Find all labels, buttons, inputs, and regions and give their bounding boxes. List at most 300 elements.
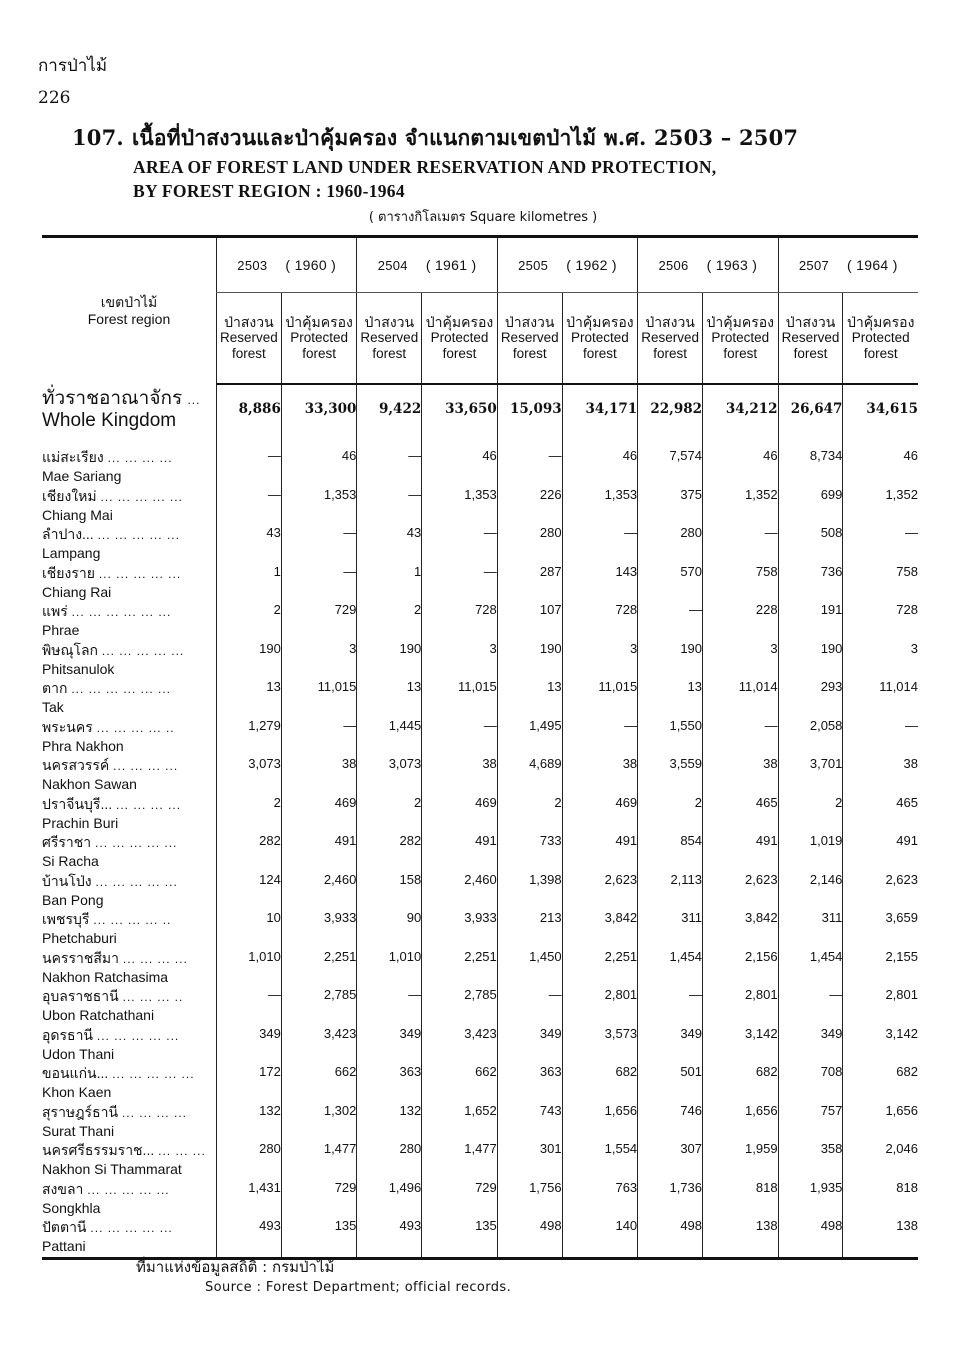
protected-value-cell: 3	[422, 641, 498, 680]
year-be: 2504	[377, 258, 408, 273]
table-row	[42, 564, 918, 603]
protected-value-cell: 465	[843, 795, 918, 834]
reserved-value-cell: 757	[778, 1103, 843, 1142]
table-row	[42, 910, 918, 949]
source-note-english: Source : Forest Department; official records.	[205, 1280, 512, 1295]
protected-value-cell: —	[422, 718, 498, 757]
protected-header-english: Protected	[290, 330, 349, 345]
reserved-value-cell: 1,550	[638, 718, 703, 757]
reserved-value-cell: 854	[638, 833, 703, 872]
reserved-header-english: Reserved	[220, 330, 278, 345]
region-name-thai	[42, 525, 216, 544]
header-row-years	[42, 237, 918, 293]
protected-value-cell: 2,251	[562, 949, 638, 988]
protected-value-cell: —	[281, 718, 357, 757]
reserved-value-cell: 1,010	[217, 949, 282, 988]
reserved-value-cell: 307	[638, 1141, 703, 1180]
reserved-value-cell: 287	[497, 564, 562, 603]
leader-dots: ... ... ... ..	[122, 990, 184, 1004]
region-cell	[42, 448, 217, 487]
protected-value-cell: 38	[843, 756, 918, 795]
protected-value-cell: 1,353	[562, 487, 638, 526]
reserved-value-cell: 570	[638, 564, 703, 603]
year-header	[497, 237, 637, 293]
reserved-value-cell: 280	[217, 1141, 282, 1180]
protected-header-english: Protected	[430, 330, 489, 345]
region-thai-text: ลำปาง...	[42, 526, 94, 542]
protected-value-cell: 763	[562, 1180, 638, 1219]
reserved-value-cell: 498	[638, 1218, 703, 1258]
region-name-thai	[42, 487, 216, 506]
protected-value-cell: 491	[843, 833, 918, 872]
reserved-value-cell: 358	[778, 1141, 843, 1180]
reserved-value-cell: 2	[357, 602, 422, 641]
reserved-value-cell: 2,058	[778, 718, 843, 757]
reserved-value-cell: 293	[778, 679, 843, 718]
protected-header-english: forest	[302, 346, 336, 361]
region-thai-text: นครราชสีมา	[42, 949, 119, 966]
reserved-forest-header	[778, 293, 843, 385]
protected-value-cell: 1,959	[703, 1141, 779, 1180]
region-thai-text: ตาก	[42, 680, 68, 696]
reserved-value-cell: 1,398	[497, 872, 562, 911]
region-thai-text: นครศรีธรรมราช...	[42, 1142, 155, 1158]
protected-header-english: Protected	[711, 330, 770, 345]
protected-value-cell: 728	[843, 602, 918, 641]
region-cell	[42, 756, 217, 795]
year-header	[357, 237, 497, 293]
protected-value-cell: 3,573	[562, 1026, 638, 1065]
region-name-english: Tak	[42, 699, 64, 715]
protected-value-cell: 1,652	[422, 1103, 498, 1142]
year-be: 2503	[237, 258, 268, 273]
reserved-value-cell: 107	[497, 602, 562, 641]
reserved-value-cell: —	[778, 987, 843, 1026]
table-row	[42, 602, 918, 641]
table-row	[42, 872, 918, 911]
protected-value-cell: 1,656	[703, 1103, 779, 1142]
protected-value-cell: 3	[843, 641, 918, 680]
reserved-value-cell: 1,935	[778, 1180, 843, 1219]
protected-value-cell: 11,015	[562, 679, 638, 718]
region-name-thai	[42, 1026, 216, 1045]
source-note-thai: ที่มาแห่งข้อมูลสถิติ : กรมป่าไม้	[136, 1258, 335, 1276]
protected-value-cell: 3,142	[703, 1026, 779, 1065]
reserved-value-cell: 2	[638, 795, 703, 834]
region-name-thai	[42, 1180, 216, 1199]
region-thai-text: แพร่	[42, 603, 68, 619]
region-name-english: Mae Sariang	[42, 468, 122, 484]
region-name-english: Phrae	[42, 622, 80, 638]
region-thai-text: ปัตตานี	[42, 1219, 87, 1235]
reserved-value-cell: 22,982	[638, 384, 703, 448]
protected-value-cell: 38	[562, 756, 638, 795]
reserved-value-cell: 1,736	[638, 1180, 703, 1219]
reserved-header-english: forest	[232, 346, 266, 361]
region-name-thai	[42, 390, 216, 409]
region-cell	[42, 679, 217, 718]
reserved-value-cell: 158	[357, 872, 422, 911]
protected-value-cell: 1,477	[422, 1141, 498, 1180]
region-cell	[42, 564, 217, 603]
protected-forest-header	[843, 293, 918, 385]
table-row	[42, 679, 918, 718]
reserved-value-cell: 90	[357, 910, 422, 949]
reserved-header-english: Reserved	[641, 330, 699, 345]
protected-header-english: Protected	[571, 330, 629, 345]
protected-value-cell: —	[703, 525, 779, 564]
protected-value-cell: —	[562, 718, 638, 757]
reserved-value-cell: 1,431	[217, 1180, 282, 1219]
region-cell	[42, 910, 217, 949]
protected-value-cell: 2,460	[281, 872, 357, 911]
table-row	[42, 1103, 918, 1142]
table-row	[42, 949, 918, 988]
region-name-english: Songkhla	[42, 1199, 101, 1216]
reserved-value-cell: 13	[217, 679, 282, 718]
table-row	[42, 833, 918, 872]
protected-value-cell: 1,477	[281, 1141, 357, 1180]
protected-value-cell: 1,353	[422, 487, 498, 526]
leader-dots: ... ... ... ...	[122, 951, 188, 966]
reserved-header-thai: ป่าสงวน	[224, 314, 274, 330]
reserved-value-cell: 349	[778, 1026, 843, 1065]
region-cell	[42, 525, 217, 564]
protected-value-cell: 3	[281, 641, 357, 680]
region-name-thai	[42, 949, 216, 968]
reserved-value-cell: 349	[497, 1026, 562, 1065]
protected-value-cell: 2,801	[703, 987, 779, 1026]
region-name-english: Pattani	[42, 1238, 86, 1254]
reserved-value-cell: 8,734	[778, 448, 843, 487]
reserved-header-thai: ป่าสงวน	[785, 314, 836, 330]
region-thai-text: แม่สะเรียง	[42, 449, 104, 465]
leader-dots: ... ... ... ... ...	[97, 528, 180, 542]
protected-value-cell: 228	[703, 602, 779, 641]
region-name-english: Nakhon Sawan	[42, 776, 137, 792]
protected-value-cell: 138	[703, 1218, 779, 1258]
protected-value-cell: 491	[281, 833, 357, 872]
leader-dots: ... ... ... ...	[113, 759, 179, 773]
protected-value-cell: 465	[703, 795, 779, 834]
reserved-value-cell: 132	[217, 1103, 282, 1142]
region-thai-text: ทั่วราชอาณาจักร	[42, 388, 183, 409]
leader-dots: ...	[187, 393, 201, 407]
region-name-thai	[42, 602, 216, 621]
leader-dots: ... ... ... ... ... ...	[71, 682, 172, 696]
protected-value-cell: 2,156	[703, 949, 779, 988]
leader-dots: ... ... ... ... ...	[87, 1182, 170, 1197]
region-header-thai: เขตป่าไม้	[100, 294, 158, 310]
table-row	[42, 1064, 918, 1103]
protected-header-english: forest	[442, 346, 477, 361]
protected-value-cell: 818	[843, 1180, 918, 1219]
reserved-value-cell: 1,445	[357, 718, 422, 757]
reserved-value-cell: —	[217, 987, 282, 1026]
region-name-thai	[42, 1064, 216, 1083]
table-row	[42, 1026, 918, 1065]
year-header	[217, 237, 357, 293]
protected-value-cell: —	[843, 718, 918, 757]
table-row	[42, 795, 918, 834]
reserved-value-cell: 26,647	[778, 384, 843, 448]
region-name-thai	[42, 795, 216, 814]
region-name-english: Udon Thani	[42, 1045, 115, 1062]
protected-value-cell: 46	[843, 448, 918, 487]
region-name-english: Nakhon Si Thammarat	[42, 1161, 182, 1177]
protected-value-cell: 758	[843, 564, 918, 603]
region-cell	[42, 1218, 217, 1258]
reserved-value-cell: 493	[357, 1218, 422, 1258]
region-name-english: Whole Kingdom	[42, 410, 177, 431]
reserved-value-cell: 172	[217, 1064, 282, 1103]
year-header	[638, 237, 778, 293]
reserved-value-cell: 363	[357, 1064, 422, 1103]
reserved-value-cell: 736	[778, 564, 843, 603]
protected-value-cell: 3,423	[422, 1026, 498, 1065]
protected-value-cell: 2,801	[843, 987, 918, 1026]
protected-value-cell: 2,785	[281, 987, 357, 1026]
leader-dots: ... ... ... ...	[121, 1105, 187, 1120]
table-row	[42, 718, 918, 757]
protected-value-cell: 2,251	[422, 949, 498, 988]
reserved-header-thai: ป่าสงวน	[364, 314, 415, 330]
leader-dots: ... ... ... ... ...	[96, 1028, 180, 1043]
protected-value-cell: 469	[422, 795, 498, 834]
table-row	[42, 641, 918, 680]
reserved-value-cell: 3,559	[638, 756, 703, 795]
reserved-header-english: forest	[793, 346, 828, 361]
reserved-value-cell: 508	[778, 525, 843, 564]
region-cell	[42, 949, 217, 988]
region-name-thai	[42, 756, 216, 775]
region-cell	[42, 1141, 217, 1180]
protected-header-thai: ป่าคุ้มครอง	[706, 314, 775, 330]
protected-value-cell: 34,615	[843, 384, 918, 448]
page-number: 226	[38, 88, 71, 108]
reserved-value-cell: 311	[778, 910, 843, 949]
protected-forest-header	[703, 293, 779, 385]
leader-dots: ... ... ... ... ... ...	[71, 605, 172, 619]
protected-header-thai: ป่าคุ้มครอง	[846, 314, 915, 330]
table-row	[42, 1218, 918, 1258]
year-ad: ( 1962 )	[566, 257, 617, 273]
reserved-value-cell: 43	[217, 525, 282, 564]
region-cell	[42, 1103, 217, 1142]
protected-value-cell: 34,171	[562, 384, 638, 448]
leader-dots: ... ... ... ... ...	[101, 643, 185, 658]
protected-value-cell: 1,656	[843, 1103, 918, 1142]
region-thai-text: ขอนแก่น...	[42, 1065, 109, 1081]
region-thai-text: อุบลราชธานี	[42, 988, 119, 1004]
protected-value-cell: 3,659	[843, 910, 918, 949]
region-name-english: Phra Nakhon	[42, 737, 124, 754]
year-be: 2506	[658, 258, 689, 273]
reserved-value-cell: 349	[638, 1026, 703, 1065]
protected-value-cell: 682	[843, 1064, 918, 1103]
reserved-value-cell: 280	[497, 525, 562, 564]
region-cell	[42, 487, 217, 526]
leader-dots: ... ... ... ... ..	[93, 913, 172, 927]
table-row	[42, 448, 918, 487]
reserved-value-cell: —	[357, 487, 422, 526]
protected-value-cell: 46	[422, 448, 498, 487]
protected-value-cell: 140	[562, 1218, 638, 1258]
protected-value-cell: —	[562, 525, 638, 564]
region-name-thai	[42, 564, 216, 583]
protected-value-cell: —	[843, 525, 918, 564]
protected-header-thai: ป่าคุ้มครอง	[425, 314, 494, 330]
reserved-value-cell: 2	[778, 795, 843, 834]
reserved-value-cell: 699	[778, 487, 843, 526]
year-be: 2505	[518, 258, 549, 273]
protected-value-cell: 11,015	[422, 679, 498, 718]
region-name-thai	[42, 987, 216, 1006]
region-thai-text: สุราษฎร์ธานี	[42, 1103, 119, 1120]
reserved-value-cell: 132	[357, 1103, 422, 1142]
region-name-english: Ban Pong	[42, 891, 104, 908]
region-name-english: Phetchaburi	[42, 930, 117, 946]
reserved-value-cell: 280	[357, 1141, 422, 1180]
leader-dots: ... ... ... ...	[107, 451, 173, 465]
reserved-value-cell: 3,701	[778, 756, 843, 795]
region-name-thai	[42, 641, 216, 660]
region-cell	[42, 1064, 217, 1103]
protected-value-cell: 2,046	[843, 1141, 918, 1180]
table-row	[42, 987, 918, 1026]
reserved-header-thai: ป่าสงวน	[504, 314, 555, 330]
protected-value-cell: 34,212	[703, 384, 779, 448]
protected-value-cell: 3,933	[422, 910, 498, 949]
reserved-value-cell: 2	[217, 795, 282, 834]
region-cell	[42, 384, 217, 448]
reserved-value-cell: 746	[638, 1103, 703, 1142]
reserved-value-cell: 3,073	[217, 756, 282, 795]
protected-value-cell: 11,014	[843, 679, 918, 718]
reserved-value-cell: 226	[497, 487, 562, 526]
protected-header-thai: ป่าคุ้มครอง	[566, 314, 634, 330]
reserved-value-cell: 190	[497, 641, 562, 680]
reserved-value-cell: —	[357, 987, 422, 1026]
protected-value-cell: 491	[703, 833, 779, 872]
region-name-english: Lampang	[42, 545, 101, 561]
reserved-value-cell: 282	[217, 833, 282, 872]
region-name-thai	[42, 910, 216, 929]
protected-value-cell: 135	[281, 1218, 357, 1258]
protected-value-cell: 38	[703, 756, 779, 795]
reserved-value-cell: 15,093	[497, 384, 562, 448]
protected-value-cell: 728	[422, 602, 498, 641]
region-thai-text: บ้านโป่ง	[42, 872, 92, 889]
reserved-value-cell: 1,450	[497, 949, 562, 988]
region-name-thai	[42, 1103, 216, 1122]
protected-value-cell: 3,933	[281, 910, 357, 949]
reserved-value-cell: 743	[497, 1103, 562, 1142]
reserved-value-cell: 9,422	[357, 384, 422, 448]
reserved-header-english: Reserved	[781, 330, 840, 345]
reserved-header-english: forest	[372, 346, 407, 361]
protected-value-cell: 818	[703, 1180, 779, 1219]
protected-value-cell: 3,842	[703, 910, 779, 949]
protected-value-cell: 1,302	[281, 1103, 357, 1142]
region-cell	[42, 987, 217, 1026]
protected-value-cell: 33,650	[422, 384, 498, 448]
reserved-header-english: Reserved	[360, 330, 419, 345]
protected-value-cell: 469	[281, 795, 357, 834]
reserved-value-cell: 498	[497, 1218, 562, 1258]
region-header-english: Forest region	[87, 311, 171, 327]
protected-value-cell: 3,423	[281, 1026, 357, 1065]
reserved-value-cell: 363	[497, 1064, 562, 1103]
protected-value-cell: 3,842	[562, 910, 638, 949]
region-thai-text: ศรีราชา	[42, 834, 92, 850]
region-thai-text: พระนคร	[42, 718, 93, 735]
protected-value-cell: 11,015	[281, 679, 357, 718]
protected-value-cell: 11,014	[703, 679, 779, 718]
region-name-thai	[42, 679, 216, 698]
table-number: 107.	[72, 125, 124, 150]
leader-dots: ... ... ... ... ...	[90, 1221, 173, 1235]
reserved-value-cell: 1,019	[778, 833, 843, 872]
protected-value-cell: 662	[281, 1064, 357, 1103]
reserved-value-cell: 311	[638, 910, 703, 949]
protected-value-cell: 46	[281, 448, 357, 487]
title-thai: เนื้อที่ป่าสงวนและป่าคุ้มครอง จำแนกตามเขตป่าไม้ พ.ศ. 2503 – 2507	[131, 125, 799, 150]
protected-value-cell: 2,623	[562, 872, 638, 911]
title-thai-line	[72, 122, 932, 155]
reserved-value-cell: 190	[357, 641, 422, 680]
reserved-forest-header	[217, 293, 282, 385]
protected-header-english: forest	[583, 346, 617, 361]
reserved-value-cell: 8,886	[217, 384, 282, 448]
year-ad: ( 1964 )	[847, 257, 898, 273]
reserved-value-cell: 2,146	[778, 872, 843, 911]
region-thai-text: เชียงใหม่	[42, 487, 97, 504]
reserved-value-cell: 213	[497, 910, 562, 949]
reserved-forest-header	[638, 293, 703, 385]
region-cell	[42, 718, 217, 757]
region-name-thai	[42, 448, 216, 467]
reserved-header-english: Reserved	[500, 330, 559, 345]
reserved-value-cell: 2,113	[638, 872, 703, 911]
reserved-value-cell: 1,496	[357, 1180, 422, 1219]
year-ad: ( 1960 )	[285, 257, 337, 273]
reserved-value-cell: 498	[778, 1218, 843, 1258]
protected-value-cell: 46	[703, 448, 779, 487]
protected-value-cell: 1,656	[562, 1103, 638, 1142]
reserved-value-cell: —	[357, 448, 422, 487]
region-cell	[42, 1180, 217, 1219]
protected-value-cell: —	[422, 564, 498, 603]
reserved-value-cell: —	[217, 487, 282, 526]
reserved-value-cell: 124	[217, 872, 282, 911]
protected-value-cell: 1,554	[562, 1141, 638, 1180]
reserved-value-cell: 301	[497, 1141, 562, 1180]
reserved-value-cell: 43	[357, 525, 422, 564]
region-name-english: Chiang Rai	[42, 583, 112, 600]
region-name-english: Phitsanulok	[42, 660, 115, 677]
protected-value-cell: 1,352	[703, 487, 779, 526]
reserved-forest-header	[357, 293, 422, 385]
protected-value-cell: 729	[422, 1180, 498, 1219]
reserved-forest-header	[497, 293, 562, 385]
protected-value-cell: 469	[562, 795, 638, 834]
table-row	[42, 1141, 918, 1180]
protected-value-cell: 1,352	[843, 487, 918, 526]
reserved-value-cell: 501	[638, 1064, 703, 1103]
leader-dots: ... ... ... ... ...	[98, 566, 182, 581]
protected-value-cell: 728	[562, 602, 638, 641]
